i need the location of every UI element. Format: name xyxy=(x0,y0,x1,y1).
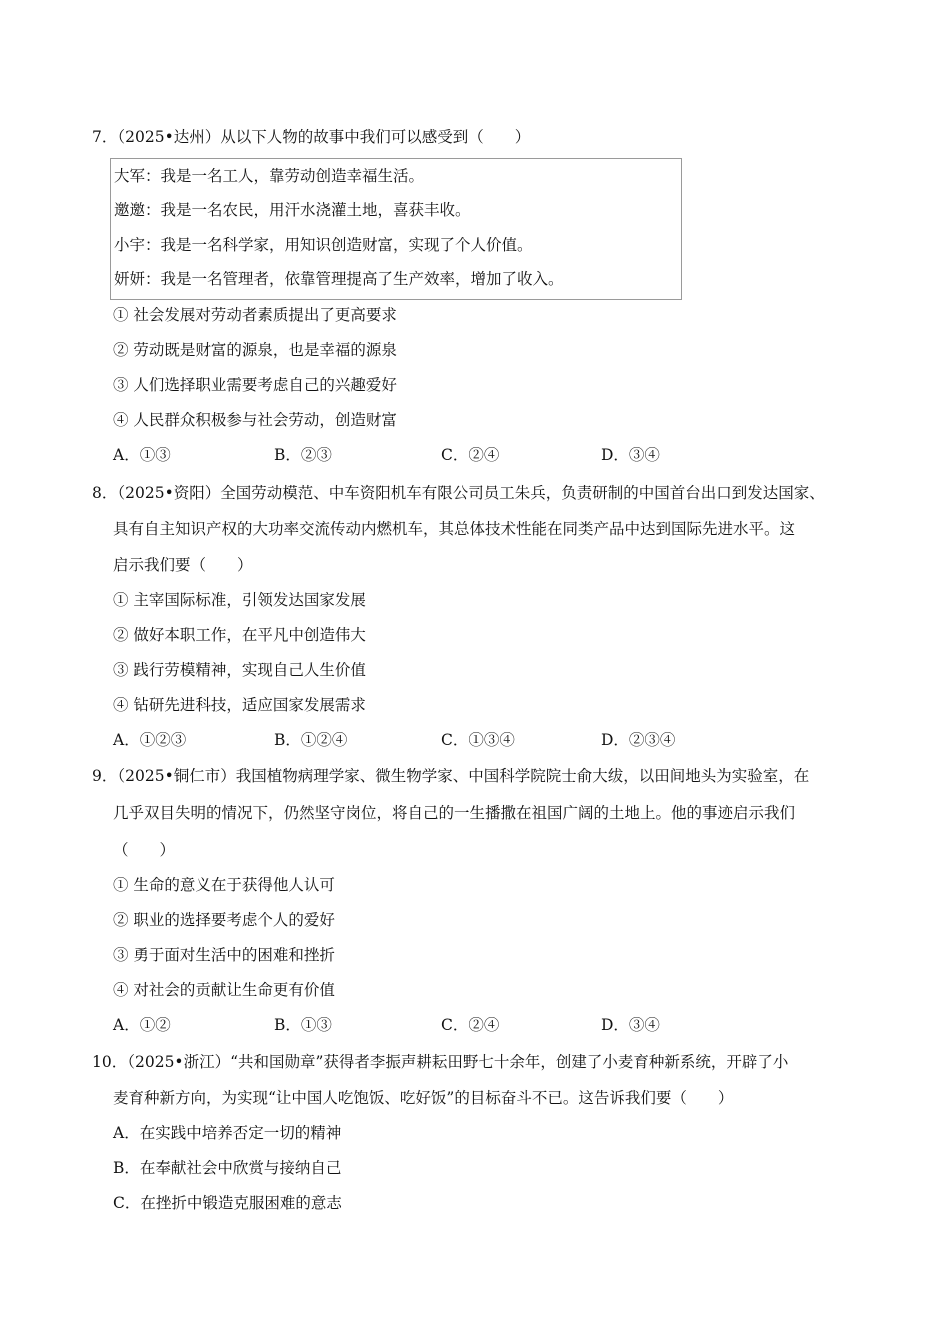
q7-box-line: 邀邀：我是一名农民，用汗水浇灌土地，喜获丰收。 xyxy=(114,201,471,219)
q10-number: 10． xyxy=(92,1053,128,1071)
q10-stem: “共和国勋章”获得者李振声耕耘田野七十余年，创建了小麦育种新系统，开辟了小 xyxy=(230,1053,789,1071)
q9-option-d[interactable]: D．③④ xyxy=(601,1016,660,1034)
q8-option-a[interactable]: A．①②③ xyxy=(113,731,187,749)
q7-box-line: 小宇：我是一名科学家，用知识创造财富，实现了个人价值。 xyxy=(114,236,533,254)
q7-option-d[interactable]: D．③④ xyxy=(601,446,660,464)
q9-option-c[interactable]: C．②④ xyxy=(441,1016,500,1034)
q7-option-b[interactable]: B．②③ xyxy=(274,446,332,464)
q8-statement: ① 主宰国际标准，引领发达国家发展 xyxy=(113,591,366,609)
q8-statement: ④ 钻研先进科技，适应国家发展需求 xyxy=(113,696,366,714)
q9-statement: ① 生命的意义在于获得他人认可 xyxy=(113,876,335,894)
q8-stem-line xyxy=(92,482,825,504)
q9-number: 9． xyxy=(92,767,118,785)
q7-option-a[interactable]: A．①③ xyxy=(113,446,171,464)
q7-statement: ① 社会发展对劳动者素质提出了更高要求 xyxy=(113,306,397,324)
q8-number: 8． xyxy=(92,484,118,502)
q9-statement: ③ 勇于面对生活中的困难和挫折 xyxy=(113,946,335,964)
q7-option-c[interactable]: C．②④ xyxy=(441,446,500,464)
q7-stem: 从以下人物的故事中我们可以感受到（ ） xyxy=(220,128,531,146)
q8-stem-line: 启示我们要（ ） xyxy=(113,556,253,574)
q9-stem-line xyxy=(92,765,809,787)
q7-box-line: 大军：我是一名工人，靠劳动创造幸福生活。 xyxy=(114,167,425,185)
q10-option-a[interactable]: A．在实践中培养否定一切的精神 xyxy=(113,1124,342,1142)
q10-option-c[interactable]: C．在挫折中锻造克服困难的意志 xyxy=(113,1194,342,1212)
q9-stem-line: （ ） xyxy=(113,841,176,859)
q9-stem: 我国植物病理学家、微生物学家、中国科学院院士俞大绂，以田间地头为实验室，在 xyxy=(235,767,810,785)
q7-number: 7． xyxy=(92,128,118,146)
q9-statement: ② 职业的选择要考虑个人的爱好 xyxy=(113,911,335,929)
q9-statement: ④ 对社会的贡献让生命更有价值 xyxy=(113,981,335,999)
q9-option-b[interactable]: B．①③ xyxy=(274,1016,332,1034)
q8-option-b[interactable]: B．①②④ xyxy=(274,731,348,749)
q9-source: （2025•铜仁市） xyxy=(117,767,236,785)
q8-statement: ③ 践行劳模精神，实现自己人生价值 xyxy=(113,661,366,679)
q10-stem-line xyxy=(92,1051,788,1073)
q10-source: （2025•浙江） xyxy=(127,1053,231,1071)
q7-stem-line xyxy=(92,126,530,148)
q7-statement: ③ 人们选择职业需要考虑自己的兴趣爱好 xyxy=(113,376,397,394)
q7-statement: ② 劳动既是财富的源泉，也是幸福的源泉 xyxy=(113,341,397,359)
q8-stem: 全国劳动模范、中车资阳机车有限公司员工朱兵，负责研制的中国首台出口到发达国家、 xyxy=(220,484,825,502)
q8-stem-line: 具有自主知识产权的大功率交流传动内燃机车，其总体技术性能在同类产品中达到国际先进水平。这 xyxy=(113,520,796,538)
q8-source: （2025•资阳） xyxy=(117,484,221,502)
q8-statement: ② 做好本职工作，在平凡中创造伟大 xyxy=(113,626,366,644)
q7-source: （2025•达州） xyxy=(117,128,221,146)
q10-stem-line: 麦育种新方向，为实现“让中国人吃饱饭、吃好饭”的目标奋斗不已。这告诉我们要（ ） xyxy=(113,1089,734,1107)
q9-stem-line: 几乎双目失明的情况下，仍然坚守岗位，将自己的一生播撒在祖国广阔的土地上。他的事迹启示我们 xyxy=(113,804,796,822)
q7-box-line: 妍妍：我是一名管理者，依靠管理提高了生产效率，增加了收入。 xyxy=(114,270,564,288)
q7-statement: ④ 人民群众积极参与社会劳动，创造财富 xyxy=(113,411,397,429)
q10-option-b[interactable]: B．在奉献社会中欣赏与接纳自己 xyxy=(113,1159,342,1177)
q8-option-d[interactable]: D．②③④ xyxy=(601,731,676,749)
q9-option-a[interactable]: A．①② xyxy=(113,1016,171,1034)
q8-option-c[interactable]: C．①③④ xyxy=(441,731,515,749)
